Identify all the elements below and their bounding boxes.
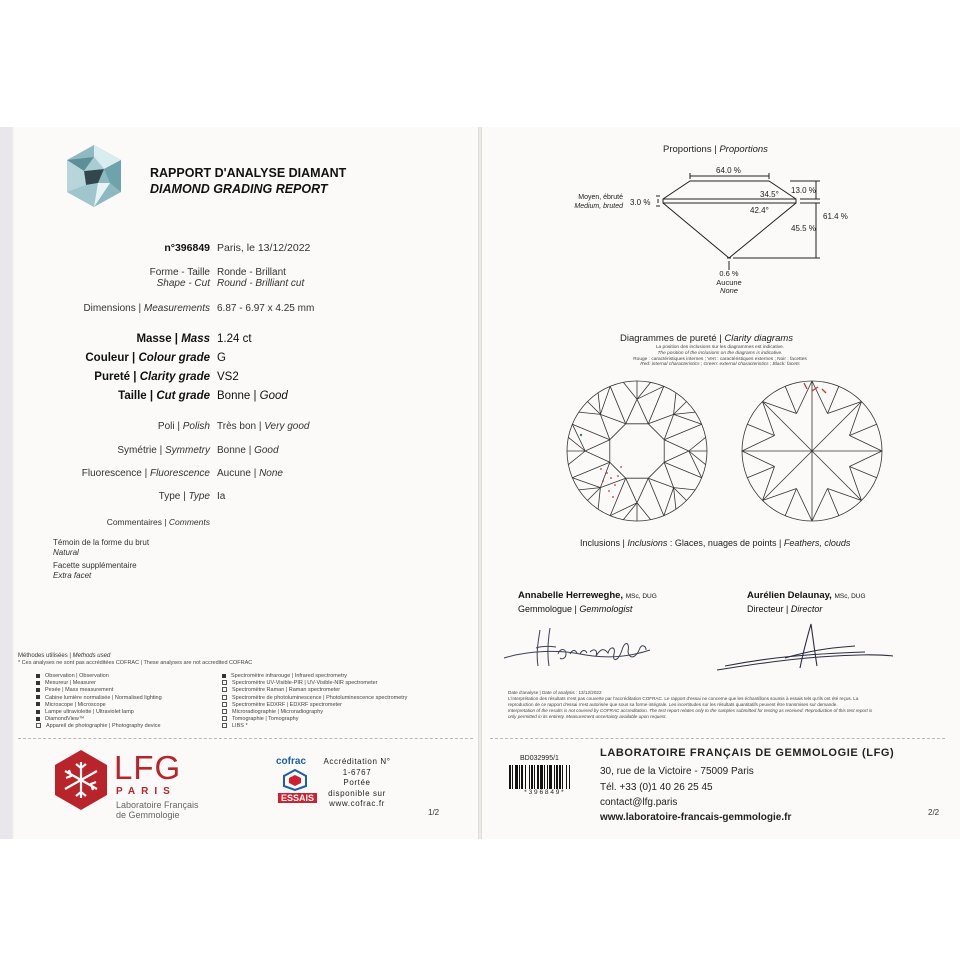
disclaimer-line: Interpretation of the results is not covered by COFRAC accreditation. The test report relates only to the samples submitted for testing as received. Reproduction of this test report is bbox=[508, 707, 873, 713]
method-item bbox=[36, 673, 162, 680]
method-label: Spectromètre EDXRF | EDXRF spectrometer bbox=[232, 701, 342, 708]
signatory-role-fr: Directeur bbox=[747, 604, 784, 614]
methods-list-left bbox=[36, 673, 162, 731]
clarity-diagrams-legend bbox=[590, 345, 850, 368]
report-title-fr: RAPPORT D'ANALYSE DIAMANT bbox=[150, 166, 347, 180]
comment-item bbox=[53, 538, 149, 557]
culet-description-en: None bbox=[720, 286, 738, 295]
barcode-icon bbox=[508, 765, 580, 789]
type-label-fr: Type bbox=[158, 491, 181, 502]
accreditation-line: 1-6767 bbox=[342, 767, 372, 777]
clarity-note-en: The position of the inclusions on the diagrams is indicative. bbox=[657, 350, 783, 356]
method-item bbox=[36, 687, 162, 694]
clarity-label: Pureté | Clarity grade bbox=[94, 371, 210, 383]
lab-address: 30, rue de la Victoire - 75009 Paris bbox=[600, 766, 754, 777]
comments-label: Commentaires | Comments bbox=[106, 517, 210, 527]
shape-value-fr: Ronde - Brillant bbox=[217, 267, 286, 278]
lfg-logo-icon bbox=[52, 748, 110, 812]
proportions-title: Proportions | Proportions bbox=[663, 144, 768, 155]
right-footer-divider bbox=[490, 738, 945, 739]
method-item bbox=[222, 709, 407, 716]
comment-item-fr: Témoin de la forme du brut bbox=[53, 538, 150, 547]
clarity-label-en: Clarity grade bbox=[139, 371, 210, 383]
symmetry-label-fr: Symétrie bbox=[117, 445, 157, 456]
method-item bbox=[36, 716, 162, 723]
method-label: Tomographie | Tomography bbox=[232, 716, 299, 723]
method-label: Spectromètre Raman | Raman spectrometer bbox=[232, 687, 341, 694]
signature-herreweghe bbox=[500, 620, 660, 675]
clarity-note-fr: La position des inclusions sur les diagrammes est indicative. bbox=[655, 345, 785, 350]
method-label: LIBS * bbox=[232, 723, 248, 730]
signatory-degree: MSc, DUG bbox=[834, 593, 866, 600]
signatory-role-en: Director bbox=[790, 604, 823, 614]
crown-view-diagram bbox=[563, 377, 711, 525]
method-item bbox=[222, 716, 407, 723]
signatory-2: Aurélien Delaunay, MSc, DUG Directeur | Director bbox=[747, 590, 866, 614]
polish-label-en: Polish bbox=[182, 421, 210, 432]
methods-title-fr: Méthodes utilisées bbox=[18, 653, 68, 659]
report-number: n°396849 bbox=[164, 242, 210, 254]
accreditation-line: disponible sur bbox=[328, 788, 386, 798]
lfg-logo-city: PARIS bbox=[116, 786, 176, 797]
left-footer-divider bbox=[18, 738, 473, 739]
cofrac-logo-text: cofrac bbox=[276, 756, 307, 767]
accreditation-line: Accréditation N° bbox=[323, 757, 391, 766]
lab-name: LABORATOIRE FRANÇAIS DE GEMMOLOGIE (LFG) bbox=[600, 747, 895, 759]
disclaimer-line: L'interprétation des résultats n'est pas couverte par l'accréditation COFRAC. Le rapport d'essai ne concerne que les échantillons soumis à essais tels qu'ils ont été reçus. La bbox=[508, 695, 859, 701]
type-label: Type | Type bbox=[158, 491, 210, 502]
culet-info bbox=[700, 270, 758, 296]
method-item bbox=[222, 680, 407, 687]
table-percent: 64.0 % bbox=[716, 166, 741, 175]
crown-angle: 34.5° bbox=[760, 190, 779, 199]
symmetry-label: Symétrie | Symmetry bbox=[117, 445, 210, 456]
method-label: DiamondView™ bbox=[45, 716, 85, 723]
fluorescence-value: Aucune | None bbox=[217, 468, 283, 479]
colour-value: G bbox=[217, 352, 226, 364]
method-item bbox=[36, 709, 162, 716]
inclusions-value-fr: Glaces, nuages de points bbox=[674, 538, 777, 548]
diamond-gem-icon bbox=[64, 143, 124, 209]
inclusions-label-fr: Inclusions bbox=[580, 538, 621, 548]
inclusions-label-en: Inclusions bbox=[627, 538, 668, 548]
method-label: Cabine lumière normalisée | Normalised lighting bbox=[45, 694, 162, 701]
comments-list bbox=[53, 538, 149, 580]
dimensions-label-fr: Dimensions bbox=[83, 303, 136, 314]
cut-label: Taille | Cut grade bbox=[118, 390, 210, 402]
girdle-thickness: 3.0 % bbox=[630, 198, 651, 207]
shape-label-en: Shape - Cut bbox=[156, 278, 210, 289]
fluorescence-value-fr: Aucune bbox=[217, 468, 251, 479]
clarity-legend-en: Red: internal characteristics ; Green: external characteristics ; Black: facets bbox=[640, 362, 800, 368]
lab-phone: Tél. +33 (0)1 40 26 25 45 bbox=[600, 782, 713, 793]
pavilion-view-diagram bbox=[738, 377, 886, 525]
signatory-name: Aurélien Delaunay, bbox=[747, 590, 832, 601]
method-label: Microradiographie | Microradiography bbox=[232, 709, 323, 716]
shape-label bbox=[150, 267, 210, 289]
accreditation-line: www.cofrac.fr bbox=[329, 799, 385, 808]
symmetry-value-en: Good bbox=[254, 445, 279, 456]
method-item bbox=[36, 702, 162, 709]
methods-title: Méthodes utilisées | Methods used bbox=[18, 653, 111, 659]
mass-label-fr: Masse bbox=[136, 333, 172, 345]
girdle-description bbox=[555, 194, 623, 211]
method-item bbox=[222, 723, 407, 730]
mass-label: Masse | Mass bbox=[136, 333, 210, 345]
shape-value bbox=[217, 267, 304, 289]
comment-item-en: Extra facet bbox=[53, 570, 92, 580]
girdle-description-en: Medium, bruted bbox=[574, 202, 623, 210]
barcode-number: * 3 9 6 8 4 9 * bbox=[524, 789, 564, 796]
method-label: Observation | Observation bbox=[45, 673, 109, 679]
method-item bbox=[36, 723, 162, 730]
lfg-logo-subtitle-line: Laboratoire Français bbox=[116, 800, 199, 810]
signatory-role-fr: Gemmologue bbox=[518, 604, 573, 614]
comments-label-fr: Commentaires bbox=[106, 517, 162, 527]
culet-size: 0.6 % bbox=[719, 269, 739, 278]
clarity-value: VS2 bbox=[217, 371, 239, 383]
lfg-logo-text: LFG bbox=[114, 749, 182, 786]
method-label: Spectromètre de photoluminescence | Photoluminescence spectrometry bbox=[232, 694, 408, 701]
signatory-1: Annabelle Herreweghe, MSc, DUG Gemmologue | Gemmologist bbox=[518, 590, 657, 614]
disclaimer-line: Date d'analyse | Date of analysis : 13/12/2022 bbox=[508, 690, 602, 695]
report-place-date: Paris, le 13/12/2022 bbox=[217, 242, 311, 254]
clarity-diagrams-title-fr: Diagrammes de pureté bbox=[620, 333, 717, 344]
polish-value: Très bon | Very good bbox=[217, 421, 310, 432]
comments-label-en: Comments bbox=[168, 517, 210, 527]
proportions-title-fr: Proportions bbox=[663, 144, 712, 155]
disclaimer-line: only permitted in its entirety. Measurement uncertainty available upon request. bbox=[508, 713, 667, 719]
cofrac-essais-badge: ESSAIS bbox=[278, 793, 317, 803]
lfg-logo-subtitle-line: de Gemmologie bbox=[116, 810, 180, 820]
inclusions-line: Inclusions | Inclusions : Glaces, nuages de points | Feathers, clouds bbox=[580, 538, 851, 548]
comment-item-fr: Facette supplémentaire bbox=[53, 561, 137, 570]
method-label: Appareil de photographie | Photography device bbox=[46, 723, 161, 730]
polish-label-fr: Poli bbox=[157, 421, 175, 432]
dimensions-value: 6.87 - 6.97 x 4.25 mm bbox=[217, 303, 315, 314]
page-number-right: 2/2 bbox=[928, 808, 940, 817]
cut-value-en: Good bbox=[259, 390, 288, 402]
accreditation-text bbox=[315, 757, 399, 810]
fluorescence-label: Fluorescence | Fluorescence bbox=[81, 468, 210, 479]
colour-label-fr: Couleur bbox=[85, 352, 129, 364]
symmetry-label-en: Symmetry bbox=[165, 445, 210, 456]
comment-item-en: Natural bbox=[53, 547, 79, 557]
method-label: Pesée | Mass measurement bbox=[45, 687, 114, 694]
fluorescence-label-en: Fluorescence bbox=[149, 468, 210, 479]
page-number-left: 1/2 bbox=[428, 808, 440, 817]
method-item bbox=[222, 673, 407, 680]
girdle-description-fr: Moyen, ébruté bbox=[578, 194, 623, 201]
signatory-name: Annabelle Herreweghe, bbox=[518, 590, 624, 601]
polish-value-fr: Très bon bbox=[217, 421, 257, 432]
methods-list-right bbox=[222, 673, 407, 731]
clarity-diagrams-title-en: Clarity diagrams bbox=[724, 333, 794, 344]
method-label: Spectromètre UV-Visible-PIR | UV-Visible-NIR spectrometer bbox=[232, 680, 378, 687]
cut-label-en: Cut grade bbox=[156, 390, 210, 402]
symmetry-value-fr: Bonne bbox=[217, 445, 246, 456]
lab-email[interactable]: contact@lfg.paris bbox=[600, 797, 678, 808]
method-label: Spectromètre infrarouge | Infrared spectrometry bbox=[231, 673, 348, 679]
pavilion-angle: 42.4° bbox=[750, 206, 769, 215]
clarity-legend-fr: Rouge : caractéristiques internes ; Vert : caractéristiques externes ; Noir : facettes bbox=[633, 356, 807, 362]
disclaimer bbox=[508, 690, 948, 720]
signatory-role-en: Gemmologist bbox=[579, 604, 633, 614]
clarity-diagrams-title: Diagrammes de pureté | Clarity diagrams bbox=[620, 333, 794, 344]
external-mark bbox=[580, 434, 582, 436]
disclaimer-line: reproduction de ce rapport d'essai n'est autorisée que sous sa forme intégrale. Les incertitudes sur les résultats quantitatifs peuvent être transmises sur demande. bbox=[508, 701, 838, 707]
method-label: Lampe ultraviolette | Ultraviolet lamp bbox=[45, 709, 134, 716]
colour-label: Couleur | Colour grade bbox=[85, 352, 210, 364]
type-value: Ia bbox=[217, 491, 226, 502]
fluorescence-label-fr: Fluorescence bbox=[81, 468, 142, 479]
methods-note: * Ces analyses ne sont pas accréditées COFRAC | These analyses are not accredited COFRAC bbox=[18, 660, 253, 666]
comment-item bbox=[53, 561, 149, 580]
method-item bbox=[222, 695, 407, 702]
method-item bbox=[222, 687, 407, 694]
clarity-label-fr: Pureté bbox=[94, 371, 131, 383]
shape-value-en: Round - Brilliant cut bbox=[217, 278, 305, 289]
proportions-title-en: Proportions bbox=[719, 144, 768, 155]
inclusions-value-en: Feathers, clouds bbox=[783, 538, 851, 548]
left-page bbox=[0, 127, 479, 839]
method-item bbox=[36, 680, 162, 687]
lab-website[interactable]: www.laboratoire-francais-gemmologie.fr bbox=[600, 812, 792, 823]
signatory-degree: MSc, DUG bbox=[625, 593, 657, 600]
dimensions-label-en: Measurements bbox=[143, 303, 210, 314]
shape-label-fr: Forme - Taille bbox=[149, 267, 210, 278]
signature-delaunay bbox=[715, 618, 895, 678]
cofrac-hexagon-icon bbox=[282, 769, 308, 791]
cut-value: Bonne | Good bbox=[217, 390, 288, 402]
report-title-en: DIAMOND GRADING REPORT bbox=[150, 182, 328, 196]
dimensions-label: Dimensions | Measurements bbox=[83, 303, 210, 314]
method-label: Microscope | Microscope bbox=[45, 701, 106, 708]
symmetry-value: Bonne | Good bbox=[217, 445, 279, 456]
crown-height: 13.0 % bbox=[791, 186, 816, 195]
method-label: Mesureur | Measurer bbox=[45, 680, 96, 687]
polish-value-en: Very good bbox=[264, 421, 310, 432]
mass-value: 1.24 ct bbox=[217, 333, 252, 345]
colour-label-en: Colour grade bbox=[138, 352, 210, 364]
culet-description-fr: Aucune bbox=[716, 277, 742, 287]
method-item bbox=[222, 702, 407, 709]
polish-label: Poli | Polish bbox=[157, 421, 210, 432]
cut-label-fr: Taille bbox=[118, 390, 147, 402]
cut-value-fr: Bonne bbox=[217, 390, 251, 402]
barcode-reference: BD032995/1 bbox=[520, 755, 559, 762]
lfg-logo-subtitle bbox=[116, 800, 199, 820]
mass-label-en: Mass bbox=[181, 333, 210, 345]
type-label-en: Type bbox=[188, 491, 210, 502]
total-depth: 61.4 % bbox=[823, 212, 848, 221]
pavilion-depth: 45.5 % bbox=[791, 224, 816, 233]
accreditation-line: Portée bbox=[343, 778, 371, 787]
fluorescence-value-en: None bbox=[259, 468, 283, 479]
method-item bbox=[36, 695, 162, 702]
methods-title-en: Methods used bbox=[72, 653, 111, 659]
